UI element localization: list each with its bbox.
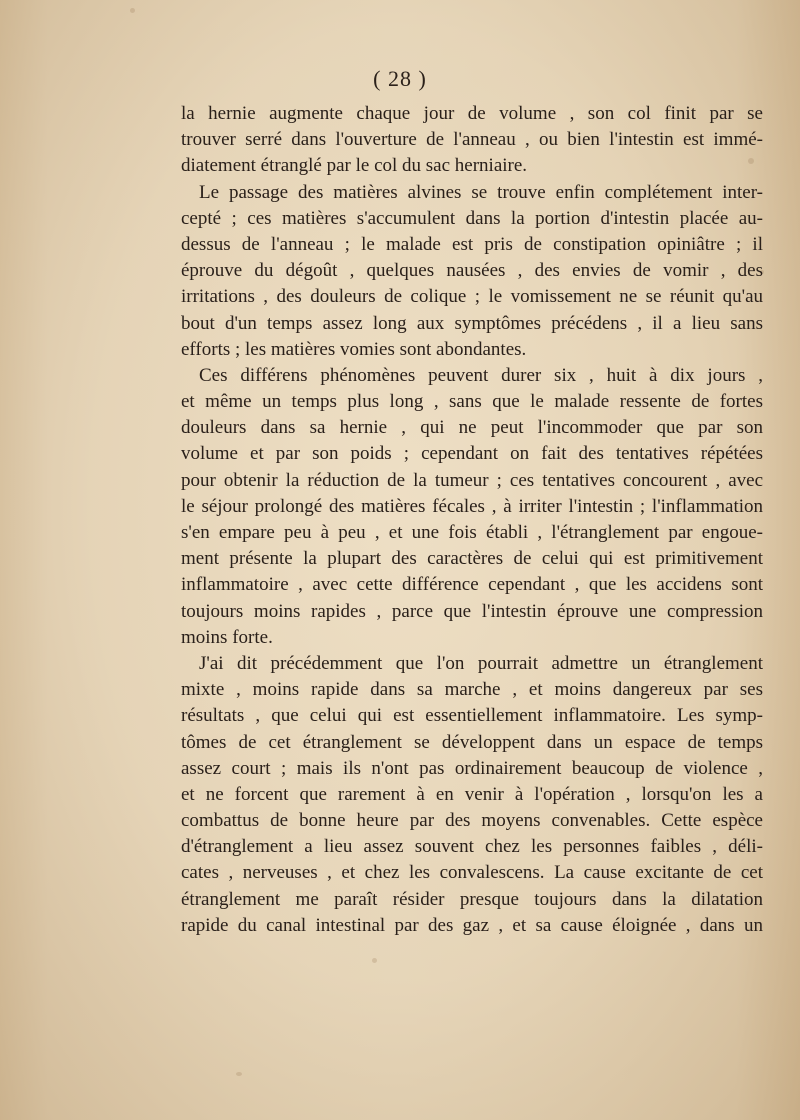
text-line: et ne forcent que rarement à en venir à l'opération , lorsqu'on les a xyxy=(181,783,763,805)
text-line: étranglement me paraît résider presque toujours dans la dilatation xyxy=(181,888,763,910)
text-line: irritations , des douleurs de colique ; le vomissement ne se réunit qu'au xyxy=(181,286,763,308)
text-line: résultats , que celui qui est essentiellement inflammatoire. Les symp- xyxy=(181,705,763,727)
text-line: dessus de l'anneau ; le malade est pris de constipation opiniâtre ; il xyxy=(181,233,763,255)
text-line: efforts ; les matières vomies sont abondantes. xyxy=(181,338,527,360)
text-line: trouver serré dans l'ouverture de l'anneau , ou bien l'intestin est immé- xyxy=(181,129,763,151)
body-text xyxy=(181,101,763,939)
text-line: le séjour prolongé des matières fécales , à irriter l'intestin ; l'inflammation xyxy=(181,495,763,517)
page-number: ( 28 ) xyxy=(373,66,427,91)
text-line: s'en empare peu à peu , et une fois établi , l'étranglement par engoue- xyxy=(181,522,763,543)
text-line: et même un temps plus long , sans que le malade ressente de fortes xyxy=(181,391,763,413)
text-line: douleurs dans sa hernie , qui ne peut l'incommoder que par son xyxy=(181,417,763,439)
text-line: mixte , moins rapide dans sa marche , et moins dangereux par ses xyxy=(181,679,763,701)
text-line: moins forte. xyxy=(181,626,273,648)
text-line: bout d'un temps assez long aux symptômes précédens , il a lieu sans xyxy=(181,312,763,334)
paper-stain xyxy=(236,1072,242,1076)
text-line: Le passage des matières alvines se trouve enfin complétement inter- xyxy=(199,181,763,203)
text-line: diatement étranglé par le col du sac herniaire. xyxy=(181,155,528,177)
text-line: ment présente la plupart des caractères de celui qui est primitivement xyxy=(181,548,763,570)
paper-stain xyxy=(372,958,377,963)
text-line: combattus de bonne heure par des moyens convenables. Cette espèce xyxy=(181,810,763,832)
text-line: cepté ; ces matières s'accumulent dans la portion d'intestin placée au- xyxy=(181,207,763,229)
text-line: éprouve du dégoût , quelques nausées , des envies de vomir , des xyxy=(181,260,763,282)
paper-stain xyxy=(130,8,135,13)
text-line: J'ai dit précédemment que l'on pourrait admettre un étranglement xyxy=(199,652,763,674)
text-line: volume et par son poids ; cependant on fait des tentatives répétées xyxy=(181,443,763,465)
text-line: rapide du canal intestinal par des gaz , et sa cause éloignée , dans un xyxy=(181,914,763,936)
text-line: cates , nerveuses , et chez les convalescens. La cause excitante de cet xyxy=(181,862,763,884)
text-line: d'étranglement a lieu assez souvent chez les personnes faibles , déli- xyxy=(181,836,763,858)
text-line: inflammatoire , avec cette différence cependant , que les accidens sont xyxy=(181,574,763,596)
text-line: la hernie augmente chaque jour de volume , son col finit par se xyxy=(181,103,763,124)
text-line: assez court ; mais ils n'ont pas ordinairement beaucoup de violence , xyxy=(181,757,763,779)
text-line: toujours moins rapides , parce que l'intestin éprouve une compression xyxy=(181,600,763,622)
text-line: Ces différens phénomènes peuvent durer six , huit à dix jours , xyxy=(199,364,763,386)
text-line: pour obtenir la réduction de la tumeur ; ces tentatives concourent , avec xyxy=(181,469,763,491)
text-line: tômes de cet étranglement se développent dans un espace de temps xyxy=(181,731,763,753)
